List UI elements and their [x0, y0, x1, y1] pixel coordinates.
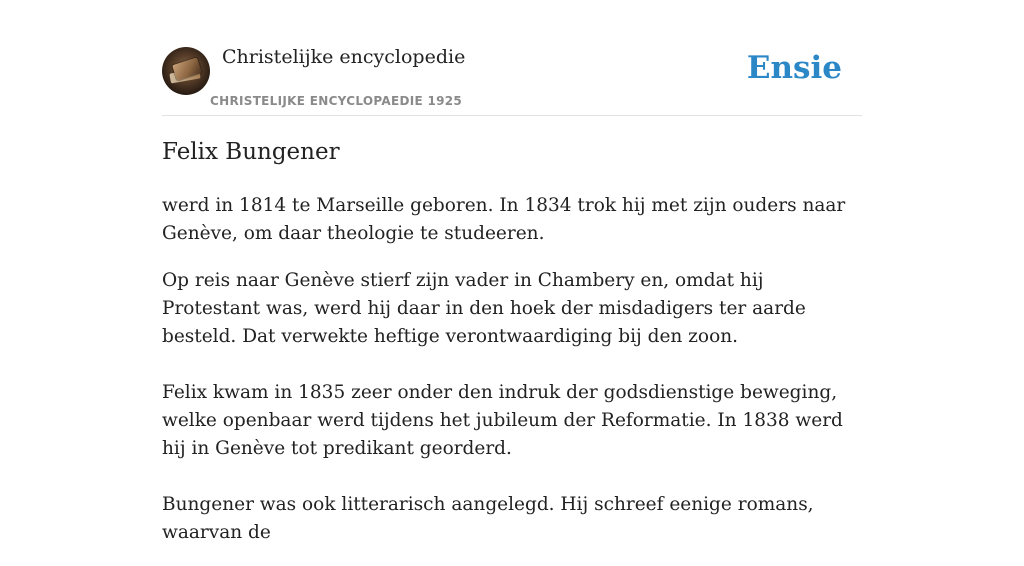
encyclopedia-subtitle: CHRISTELIJKE ENCYCLOPAEDIE 1925: [210, 94, 463, 108]
article-paragraph-3: Felix kwam in 1835 zeer onder den indruk der godsdienstige beweging, welke openbaar werd tijdens het jubileum der Reformatie. In 1838 werd hij in Genève tot predikant georderd.: [162, 382, 843, 459]
article-body: [162, 192, 862, 566]
avatar[interactable]: [162, 47, 210, 95]
article-paragraph-2: Op reis naar Genève stierf zijn vader in Chambery en, omdat hij Protestant was, werd hij daar in den hoek der misdadigers ter aarde besteld. Dat verwekte heftige verontwaardiging bij den zoon.: [162, 270, 806, 347]
brand-logo-link[interactable]: Ensie: [746, 50, 842, 86]
header: [162, 40, 862, 116]
article-title: Felix Bungener: [162, 139, 340, 165]
article-paragraph-1: werd in 1814 te Marseille geboren. In 1834 trok hij met zijn ouders naar Genève, om daar theologie te studeeren.: [162, 195, 846, 244]
site-name[interactable]: Christelijke encyclopedie: [222, 46, 466, 68]
article-paragraph-4: Bungener was ook litterarisch aangelegd. Hij schreef eenige romans, waarvan de: [162, 494, 814, 543]
